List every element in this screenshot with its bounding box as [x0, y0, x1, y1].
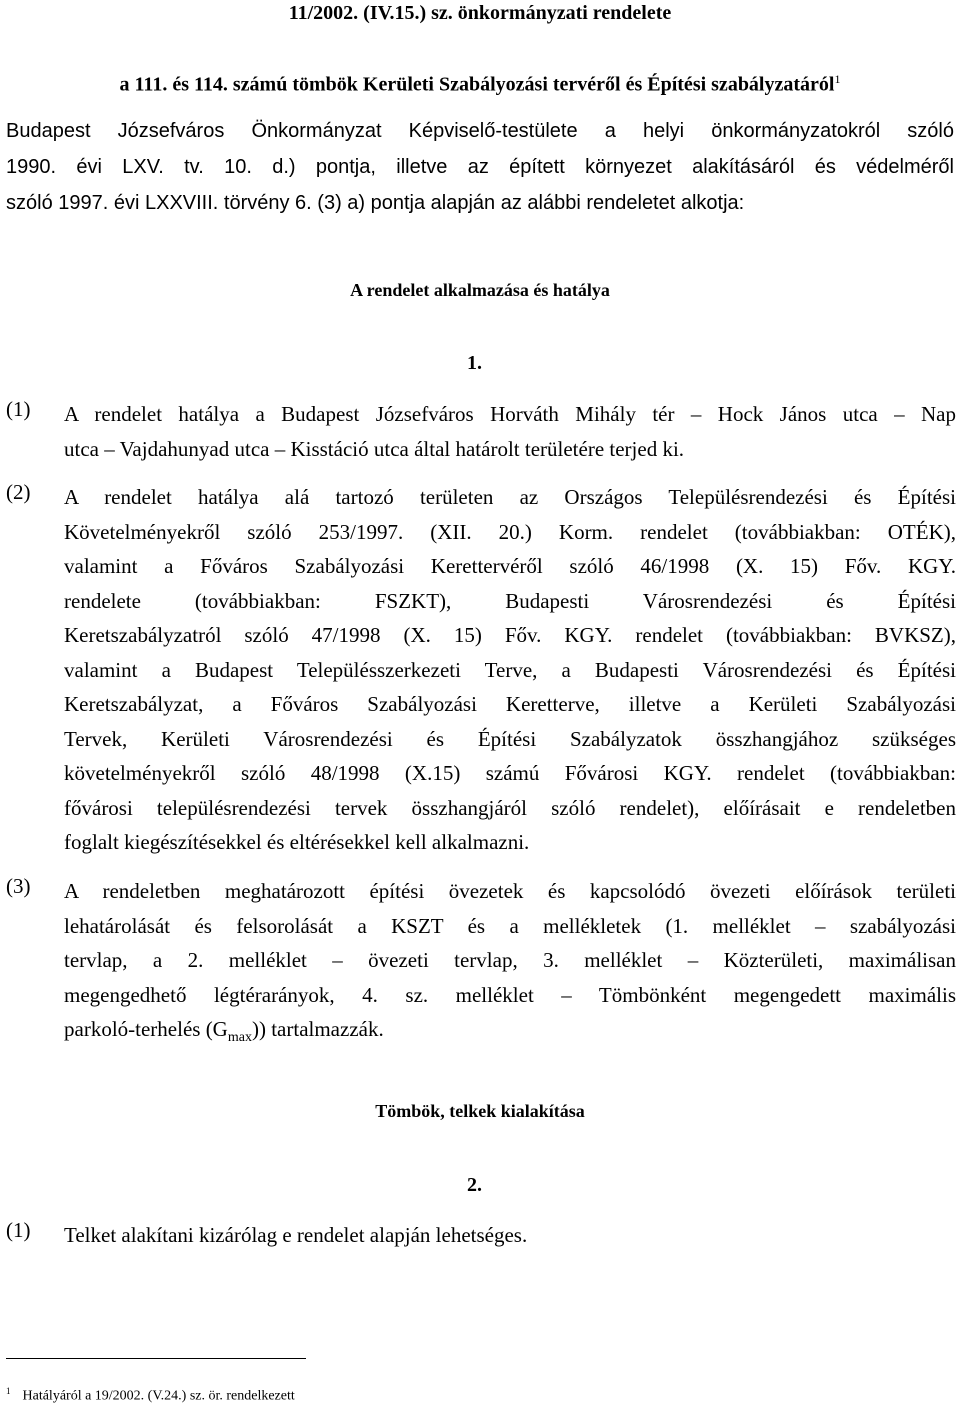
paragraph-text: )) tartalmazzák. [251, 1017, 384, 1041]
preamble-line: 1990. évi LXV. tv. 10. d.) pontja, illetve az épített környezet alakításáról és védelméről [6, 156, 954, 178]
paragraph-line: Tervek, Kerületi Városrendezési és Építési Szabályzatok összhangjához szükséges [64, 726, 956, 751]
paragraph-text: parkoló-terhelés (G [64, 1017, 228, 1041]
paragraph-line: Keretszabályzatról szóló 47/1998 (X. 15) Főv. KGY. rendelet (továbbiakban: BVKSZ), [64, 623, 956, 647]
section-heading: Tömbök, telkek kialakítása [375, 1101, 585, 1121]
footnote-text: Hatályáról a 19/2002. (V.24.) sz. ör. rendelkezett [22, 1388, 295, 1404]
paragraph-line: Keretszabályzat, a Főváros Szabályozási Keretterve, illetve a Kerületi Szabályozási [64, 692, 956, 716]
paragraph-line: lehatárolását és felsorolását a KSZT és a mellékletek (1. melléklet – szabályozási [64, 913, 956, 938]
paragraph-line: Követelményekről szóló 253/1997. (XII. 20.) Korm. rendelet (továbbiakban: OTÉK), [64, 519, 956, 544]
paragraph-number: (1) [6, 397, 31, 421]
footnote [6, 1386, 295, 1405]
paragraph-line: követelményekről szóló 48/1998 (X.15) számú Fővárosi KGY. rendelet (továbbiakban: [64, 761, 956, 785]
paragraph-line [64, 1012, 956, 1047]
paragraph-line: utca – Vajdahunyad utca – Kisstáció utca által határolt területére terjed ki. [64, 436, 685, 461]
paragraph-line: tervlap, a 2. melléklet – övezeti tervlap, 3. melléklet – Közterületi, maximálisan [64, 948, 956, 972]
paragraph-number: (1) [6, 1218, 31, 1242]
paragraph-line: fővárosi településrendezési tervek összhangjáról szóló rendelet), előírásait e rendeletben [64, 795, 956, 820]
paragraph-body [64, 874, 956, 1047]
paragraph-line: A rendeletben meghatározott építési övezetek és kapcsolódó övezeti előírások területi [64, 879, 956, 903]
paragraph-body [64, 1218, 956, 1253]
section-number: 2. [467, 1174, 482, 1196]
footnote-marker: 1 [6, 1386, 11, 1396]
paragraph-line: megengedhető légtérarányok, 4. sz. melléklet – Tömbönként megengedett maximális [64, 982, 956, 1007]
footnote-separator [6, 1358, 306, 1359]
paragraph-line: valamint a Budapest Településszerkezeti Terve, a Budapesti Városrendezési és Építési [64, 657, 956, 682]
paragraph-body [64, 480, 956, 860]
paragraph-line: foglalt kiegészítésekkel és eltérésekkel kell alkalmazni. [64, 830, 530, 854]
paragraph-line: A rendelet hatálya alá tartozó területen az Országos Településrendezési és Építési [64, 485, 956, 509]
paragraph-line: rendelete (továbbiakban: FSZKT), Budapesti Városrendezési és Építési [64, 588, 956, 613]
subscript-text: max [227, 1030, 252, 1046]
footnote-reference[interactable]: 1 [834, 72, 841, 86]
preamble [6, 113, 954, 221]
paragraph-number: (3) [6, 874, 31, 898]
decree-subject-text: a 111. és 114. számú tömbök Kerületi Szabályozási tervéről és Építési szabályzatáról [119, 73, 835, 96]
paragraph-body [64, 397, 956, 466]
preamble-line: szóló 1997. évi LXXVIII. törvény 6. (3) a) pontja alapján az alábbi rendeletet alkotja: [6, 192, 745, 214]
paragraph-line: valamint a Főváros Szabályozási Kerettervéről szóló 46/1998 (X. 15) Főv. KGY. [64, 554, 956, 578]
decree-number-title: 11/2002. (IV.15.) sz. önkormányzati rendelete [288, 2, 672, 24]
section-heading: A rendelet alkalmazása és hatálya [350, 280, 610, 300]
section-number: 1. [467, 352, 482, 374]
paragraph-line: Telket alakítani kizárólag e rendelet alapján lehetséges. [64, 1223, 528, 1247]
decree-subject-title [0, 72, 960, 97]
paragraph-line: A rendelet hatálya a Budapest Józsefváros Horváth Mihály tér – Hock János utca – Nap [64, 402, 956, 426]
preamble-line: Budapest Józsefváros Önkormányzat Képviselő-testülete a helyi önkormányzatokról szóló [6, 120, 954, 142]
paragraph-number: (2) [6, 480, 31, 504]
